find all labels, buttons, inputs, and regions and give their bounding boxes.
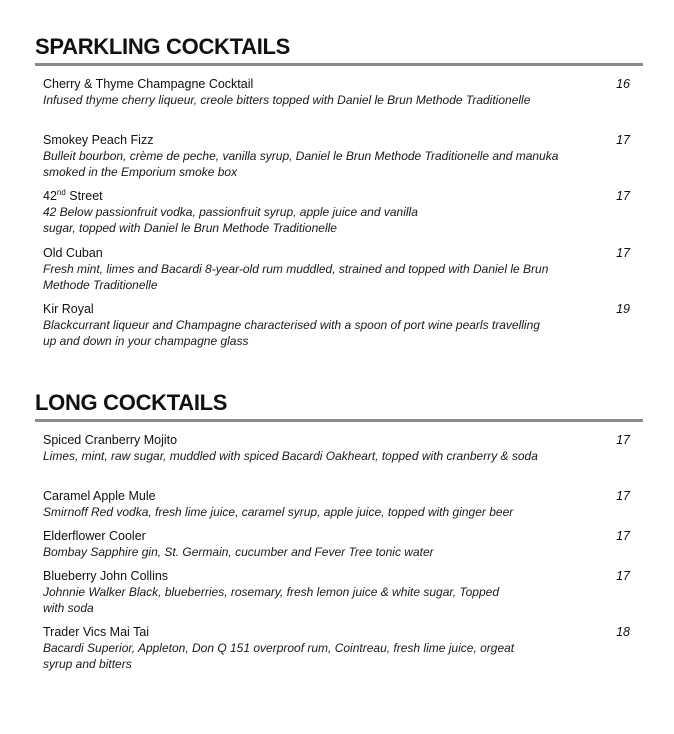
menu-item [35,132,643,188]
menu-item [35,432,643,488]
item-description: Johnnie Walker Black, blueberries, rosemary, fresh lemon juice & white sugar, Topped with soda [43,585,500,615]
item-name-text: Street [65,189,103,203]
item-name-ordinal: nd [56,187,66,197]
item-price: 17 [616,246,630,260]
item-name: Old Cuban [43,246,103,260]
item-name: Cherry & Thyme Champagne Cocktail [43,77,254,91]
section-divider [35,419,643,422]
item-price: 17 [616,569,630,583]
item-price: 18 [616,625,630,639]
item-price: 17 [616,529,630,543]
item-price: 19 [616,302,630,316]
item-price: 17 [616,489,630,503]
item-description: Bacardi Superior, Appleton, Don Q 151 overproof rum, Cointreau, fresh lime juice, orgeat syrup and bitters [43,641,515,671]
item-description: 42 Below passionfruit vodka, passionfruit syrup, apple juice and vanilla sugar, topped with Daniel le Brun Methode Traditionelle [43,205,418,235]
item-name [43,188,603,204]
item-price: 16 [616,77,630,91]
item-price: 17 [616,133,630,147]
item-description: Fresh mint, limes and Bacardi 8-year-old rum muddled, strained and topped with Daniel le Brun Methode Traditionelle [43,262,549,292]
menu-item [35,301,643,357]
section-title: SPARKLING COCKTAILS [35,34,291,59]
menu-item [35,188,643,245]
menu-item [35,528,643,568]
item-description: Bombay Sapphire gin, St. Germain, cucumber and Fever Tree tonic water [43,545,434,559]
item-name: Blueberry John Collins [43,569,169,583]
item-price: 17 [616,433,630,447]
item-name: Elderflower Cooler [43,529,146,543]
item-name: Caramel Apple Mule [43,489,156,503]
item-name: Smokey Peach Fizz [43,133,154,147]
item-name: Trader Vics Mai Tai [43,625,150,639]
section-long-cocktails [35,390,643,680]
section-divider [35,63,643,66]
menu-item [35,245,643,301]
menu-item [35,488,643,528]
item-description: Smirnoff Red vodka, fresh lime juice, caramel syrup, apple juice, topped with ginger beer [43,505,514,519]
menu-item [35,624,643,680]
item-description: Infused thyme cherry liqueur, creole bitters topped with Daniel le Brun Methode Traditionelle [43,93,531,107]
item-description: Blackcurrant liqueur and Champagne characterised with a spoon of port wine pearls travelling up and down in your champagne glass [43,318,540,348]
item-name-number: 42 [43,189,57,203]
item-price: 17 [616,189,630,203]
item-description: Bulleit bourbon, crème de peche, vanilla syrup, Daniel le Brun Methode Traditionelle and manuka smoked in the Emporium smoke box [43,149,559,179]
item-name: Kir Royal [43,302,94,316]
menu-item [35,568,643,624]
section-title: LONG COCKTAILS [35,390,228,415]
menu-item [35,76,643,132]
section-sparkling-cocktails [35,34,643,357]
item-description: Limes, mint, raw sugar, muddled with spiced Bacardi Oakheart, topped with cranberry & soda [43,449,538,463]
item-name: Spiced Cranberry Mojito [43,433,178,447]
